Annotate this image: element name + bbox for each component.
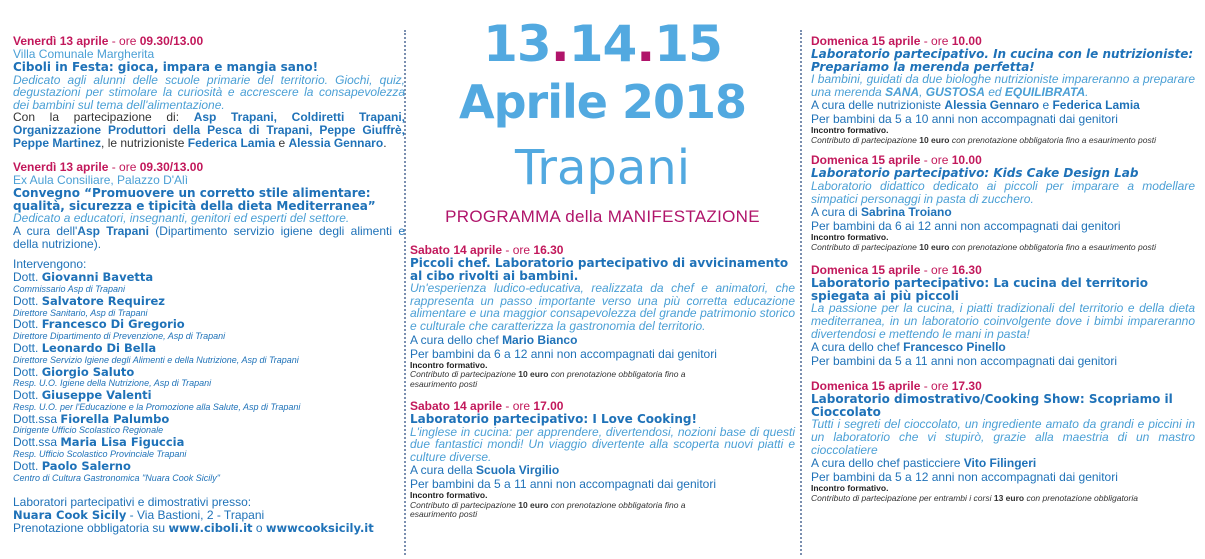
event-description: Dedicato agli alunni delle scuole primarie del territorio. Giochi, quiz, degustazioni per stimolare la curiosità e accrescere la consapevolezza dei bambini sul tema dell'alimentazione.	[13, 72, 405, 112]
event-type: Incontro formativo.	[811, 483, 889, 494]
event-convegno	[13, 161, 405, 250]
right-column	[800, 0, 1205, 559]
speaker-role: Direttore Dipartimento di Prevenzione, Asp di Trapani	[13, 331, 226, 342]
event-organizer: A cura della Scuola Virgilio	[410, 463, 560, 478]
festival-dates: 13.14.15	[483, 15, 722, 73]
event-header: Sabato 14 aprile - ore 16.30	[410, 243, 564, 257]
event-header: Domenica 15 aprile - ore 16.30	[811, 263, 982, 278]
event-fee: Contributo di partecipazione 10 euro con prenotazione obbligatoria fino a esaurimento posti	[811, 241, 1156, 252]
event-merenda-perfetta	[811, 35, 1195, 145]
event-title: Laboratorio partecipativo: I Love Cooking!	[410, 412, 697, 427]
event-type: Incontro formativo.	[811, 125, 889, 136]
event-description: I bambini, guidati da due biologhe nutrizioniste impareranno a preparare una merenda SANA, GUSTOSA ed EQUILIBRATA.	[811, 72, 1195, 99]
event-partners: Con la partecipazione di: Asp Trapani, Coldiretti Trapani, Organizzazione Produttori della Pesca di Trapani, Peppe Giuffrè, Peppe Martinez, le nutrizioniste Federica Lamia e Alessia Gennaro.	[13, 110, 405, 150]
event-title: Ciboli in Festa: gioca, impara e mangia sano!	[13, 60, 319, 74]
speakers-heading: Intervengono:	[13, 257, 87, 272]
speaker-role: Commissario Asp di Trapani	[13, 283, 126, 294]
event-ciboli-in-festa	[13, 35, 405, 149]
speaker-name: Dott.ssa Fiorella Palumbo	[13, 411, 170, 426]
program-heading: PROGRAMMA della MANIFESTAZIONE	[445, 207, 760, 226]
event-place: Villa Comunale Margherita	[13, 47, 155, 61]
middle-events	[410, 244, 795, 532]
event-audience: Per bambini da 5 a 11 anni non accompagnati dai genitori	[410, 477, 716, 492]
event-header: Domenica 15 aprile - ore 10.00	[811, 153, 982, 168]
speaker-name: Dott. Giuseppe Valenti	[13, 388, 152, 403]
labs-info	[13, 496, 405, 535]
festival-month: Aprile 2018	[459, 75, 746, 129]
link-ciboli[interactable]: www.ciboli.it	[168, 521, 253, 536]
event-audience: Per bambini da 5 a 12 anni non accompagnati dai genitori	[811, 470, 1118, 485]
event-title: Laboratorio partecipativo: Kids Cake Design Lab	[811, 166, 1139, 181]
event-piccoli-chef	[410, 244, 795, 389]
event-description: L'inglese in cucina: per apprendere, divertendosi, nozioni base di questi due fantastici mondi! Un viaggio divertente alla scoperta nuovi piatti e culture diverse.	[410, 424, 795, 464]
speaker-name: Dott. Leonardo Di Bella	[13, 340, 157, 355]
event-title: Laboratorio partecipativo: La cucina del territorio spiegata ai più piccoli	[811, 276, 1149, 303]
event-organizer: A cura delle nutrizioniste Alessia Gennaro e Federica Lamia	[811, 98, 1140, 113]
event-title: Piccoli chef. Laboratorio partecipativo di avvicinamento al cibo rivolti ai bambini.	[410, 256, 789, 283]
speaker-role: Dirigente Ufficio Scolastico Regionale	[13, 425, 164, 436]
event-header: Venerdì 13 aprile - ore 09.30/13.00	[13, 34, 204, 48]
event-audience: Per bambini da 6 a 12 anni non accompagnati dai genitori	[410, 346, 717, 361]
labs-venue: Nuara Cook Sicily - Via Bastioni, 2 - Trapani	[13, 508, 265, 523]
labs-booking: Prenotazione obbligatoria su www.ciboli.it o wwwcooksicily.it	[13, 521, 374, 536]
event-description: Un'esperienza ludico-educativa, realizzata da chef e animatori, che rappresenta un passo importante verso una più corretta educazione alimentare e una maggior consapevolezza del grande patrimonio storico e culturale che caratterizza la gastronomia del territorio.	[410, 281, 795, 333]
event-title: Convegno “Promuovere un corretto stile alimentare: qualità, sicurezza e tipicità della dieta Mediterranea”	[13, 186, 376, 213]
speaker-role: Resp. Ufficio Scolastico Provinciale Trapani	[13, 449, 187, 460]
speaker-role: Resp. U.O. Igiene della Nutrizione, Asp di Trapani	[13, 378, 212, 389]
event-organizer: A cura dello chef Mario Bianco	[410, 332, 578, 347]
event-kids-cake-design	[811, 154, 1195, 252]
left-column	[0, 0, 405, 559]
event-fee: Contributo di partecipazione 10 euro con prenotazione obbligatoria fino a esaurimento posti	[410, 499, 686, 520]
event-header: Domenica 15 aprile - ore 10.00	[811, 34, 982, 48]
speaker-name: Dott. Salvatore Requirez	[13, 293, 165, 308]
event-organizer: A cura dello chef Francesco Pinello	[811, 340, 1006, 355]
labs-title: Laboratori partecipativi e dimostrativi presso:	[13, 495, 252, 510]
event-fee: Contributo di partecipazione 10 euro con prenotazione obbligatoria fino a esaurimento posti	[410, 369, 686, 389]
event-header: Domenica 15 aprile - ore 17.30	[811, 379, 982, 394]
festival-city: Trapani	[514, 140, 691, 196]
event-organizer: A cura dello chef pasticciere Vito Filingeri	[811, 456, 1037, 471]
speaker-name: Dott. Giovanni Bavetta	[13, 270, 154, 285]
event-organizer: A cura di Sabrina Troiano	[811, 205, 952, 220]
speaker-name: Dott. Paolo Salerno	[13, 458, 131, 473]
speaker-role: Resp. U.O. per l'Educazione e la Promozione alla Salute, Asp di Trapani	[13, 401, 301, 412]
event-description: La passione per la cucina, i piatti tradizionali del territorio e della dieta mediterranea, in un laboratorio coinvolgente dove i bimbi impareranno divertendosi e mettendo le mani in pasta!	[811, 301, 1195, 341]
event-description: Dedicato a educatori, insegnanti, genitori ed esperti del settore.	[13, 211, 350, 226]
link-cooksicily[interactable]: wwwcooksicily.it	[265, 521, 374, 536]
middle-column	[405, 0, 800, 559]
event-description: Tutti i segreti del cioccolato, un ingrediente amato da grandi e piccini in un laboratorio che vi stupirò, grazie alla maestria di un mastro cioccolatiere	[811, 417, 1195, 457]
speaker-role: Direttore Servizio Igiene degli Alimenti e della Nutrizione, Asp di Trapani	[13, 354, 299, 365]
event-cucina-territorio	[811, 264, 1195, 368]
event-fee: Contributo di partecipazione 10 euro con prenotazione obbligatoria fino a esaurimento posti	[811, 134, 1156, 145]
event-title: Laboratorio partecipativo. In cucina con le nutrizioniste: Prepariamo la merenda perfetta!	[811, 47, 1194, 74]
event-header: Venerdì 13 aprile - ore 09.30/13.00	[13, 160, 204, 175]
speaker-name: Dott. Francesco Di Gregorio	[13, 317, 185, 332]
speaker-role: Direttore Sanitario, Asp di Trapani	[13, 307, 148, 318]
speaker-name: Dott. Giorgio Saluto	[13, 364, 135, 379]
event-description: Laboratorio didattico dedicato ai piccoli per imparare a modellare simpatici personaggi in pasta di zucchero.	[811, 178, 1195, 206]
speaker-role: Centro di Cultura Gastronomica "Nuara Cook Sicily"	[13, 472, 220, 483]
event-audience: Per bambini da 5 a 11 anni non accompagnati dai genitori	[811, 354, 1117, 369]
event-audience: Per bambini da 5 a 10 anni non accompagnati dai genitori	[811, 112, 1118, 127]
event-type: Incontro formativo.	[410, 490, 488, 501]
speaker-name: Dott.ssa Maria Lisa Figuccia	[13, 435, 185, 450]
speakers-list	[13, 271, 405, 483]
event-type: Incontro formativo.	[410, 359, 488, 370]
event-i-love-cooking	[410, 400, 795, 520]
event-organizer: A cura dell'Asp Trapani (Dipartimento servizio igiene degli alimenti e della nutrizione).	[13, 223, 405, 251]
event-fee: Contributo di partecipazione per entrambi i corsi 13 euro con prenotazione obbligatoria	[811, 492, 1138, 503]
event-type: Incontro formativo.	[811, 232, 889, 243]
event-cooking-show	[811, 380, 1195, 503]
event-place: Ex Aula Consiliare, Palazzo D'Alì	[13, 173, 189, 188]
event-title: Laboratorio dimostrativo/Cooking Show: Scopriamo il Cioccolato	[811, 392, 1173, 419]
event-audience: Per bambini da 6 ai 12 anni non accompagnati dai genitori	[811, 219, 1121, 234]
event-header: Sabato 14 aprile - ore 17.00	[410, 399, 564, 414]
